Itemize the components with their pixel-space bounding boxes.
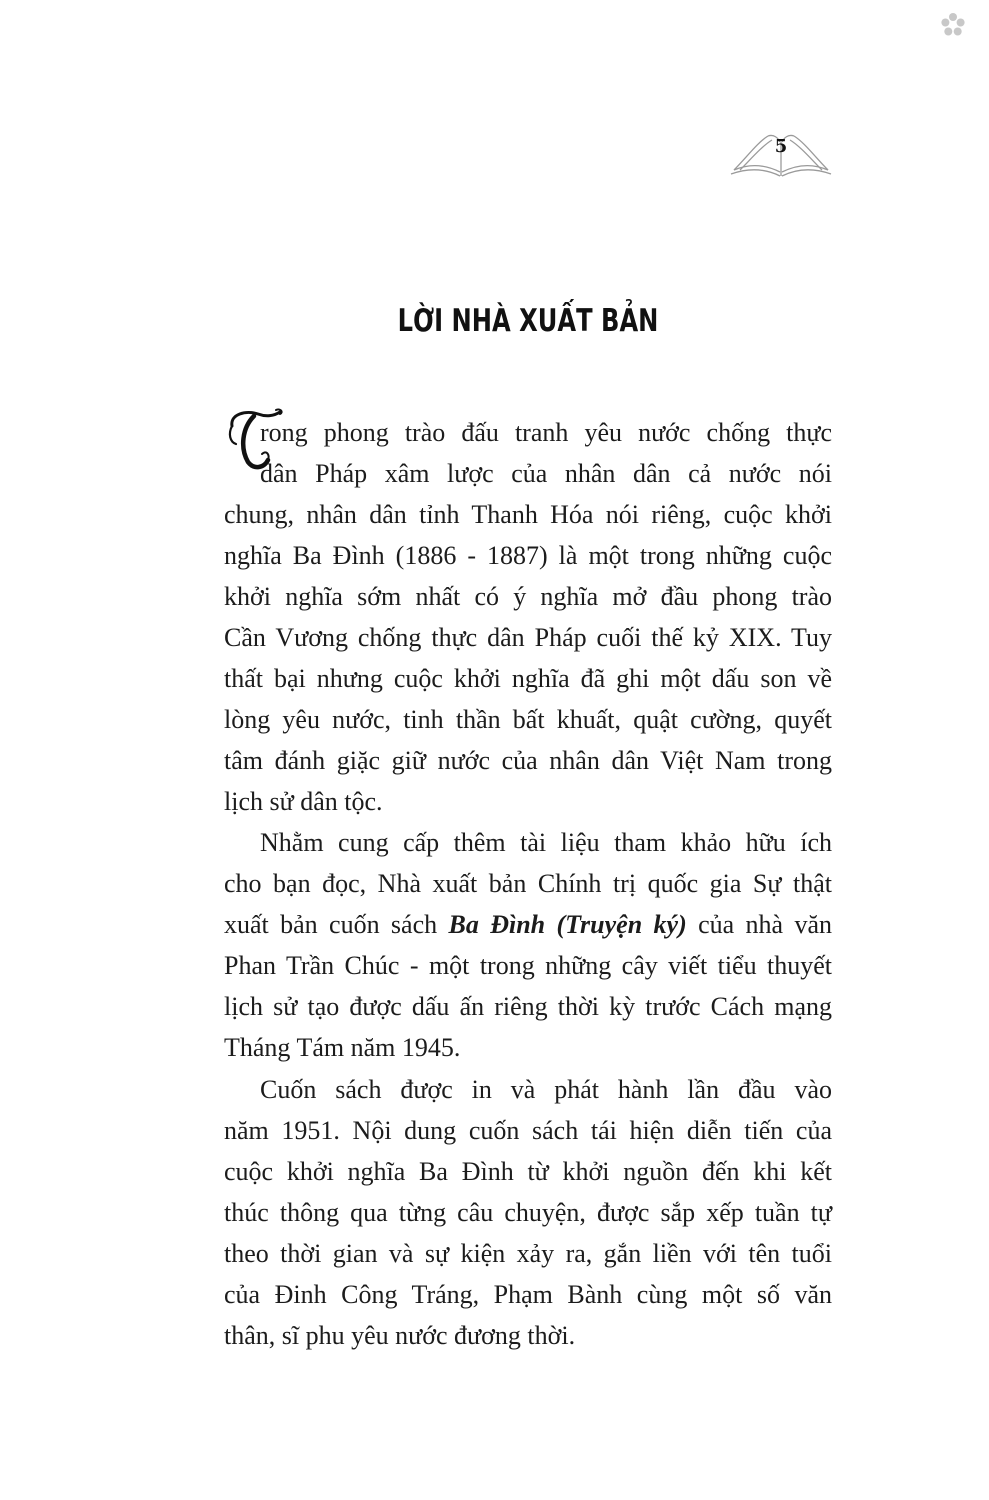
page-number-badge <box>728 128 834 180</box>
paragraph-3-line-1: Cuốn sách được in và phát hành lần đầu vào <box>260 1075 832 1104</box>
paragraph-2-line-4: Phan Trần Chúc - một trong những cây viết tiểu thuyết <box>224 951 832 980</box>
page-number: 5 <box>774 136 788 157</box>
paragraph-2-line-6: Tháng Tám năm 1945. <box>224 1033 461 1062</box>
paragraph-1-line-2: dân Pháp xâm lược của nhân dân cả nước nói <box>260 459 832 488</box>
paragraph-1-line-1: rong phong trào đấu tranh yêu nước chống thực <box>260 418 832 447</box>
paragraph-3-line-7: thân, sĩ phu yêu nước đương thời. <box>224 1321 576 1350</box>
paragraph-1-line-3: chung, nhân dân tỉnh Thanh Hóa nói riêng, cuộc khởi <box>224 500 832 529</box>
paragraph-3-line-2: năm 1951. Nội dung cuốn sách tái hiện diễn tiến của <box>224 1116 832 1145</box>
text-segment: của nhà văn <box>686 910 832 939</box>
paragraph-3-line-4: thúc thông qua từng câu chuyện, được sắp xếp tuần tự <box>224 1198 832 1227</box>
flower-ornament-icon <box>940 12 966 38</box>
paragraph-1-line-10: lịch sử dân tộc. <box>224 787 383 816</box>
paragraph-1-line-8: lòng yêu nước, tinh thần bất khuất, quật cường, quyết <box>224 705 832 734</box>
paragraph-2-line-2: cho bạn đọc, Nhà xuất bản Chính trị quốc gia Sự thật <box>224 869 832 898</box>
text-segment: xuất bản cuốn sách <box>224 910 449 939</box>
paragraph-2-line-1: Nhằm cung cấp thêm tài liệu tham khảo hữu ích <box>260 828 832 857</box>
paragraph-1-line-4: nghĩa Ba Đình (1886 - 1887) là một trong những cuộc <box>224 541 832 570</box>
paragraph-3-line-5: theo thời gian và sự kiện xảy ra, gắn liền với tên tuổi <box>224 1239 832 1268</box>
paragraph-2-line-5: lịch sử tạo được dấu ấn riêng thời kỳ trước Cách mạng <box>224 992 832 1021</box>
paragraph-1-line-9: tâm đánh giặc giữ nước của nhân dân Việt Nam trong <box>224 746 832 775</box>
paragraph-1-line-6: Cần Vương chống thực dân Pháp cuối thế kỷ XIX. Tuy <box>224 623 832 652</box>
chapter-title: LỜI NHÀ XUẤT BẢN <box>397 303 659 339</box>
paragraph-2-line-3 <box>224 904 832 945</box>
book-title-emphasis: Ba Đình (Truyện ký) <box>448 910 687 939</box>
paragraph-1-line-5: khởi nghĩa sớm nhất có ý nghĩa mở đầu phong trào <box>224 582 832 611</box>
paragraph-1-line-7: thất bại nhưng cuộc khởi nghĩa đã ghi một dấu son về <box>224 664 832 693</box>
paragraph-3-line-6: của Đinh Công Tráng, Phạm Bành cùng một số văn <box>224 1280 832 1309</box>
paragraph-3-line-3: cuộc khởi nghĩa Ba Đình từ khởi nguồn đến khi kết <box>224 1157 832 1186</box>
